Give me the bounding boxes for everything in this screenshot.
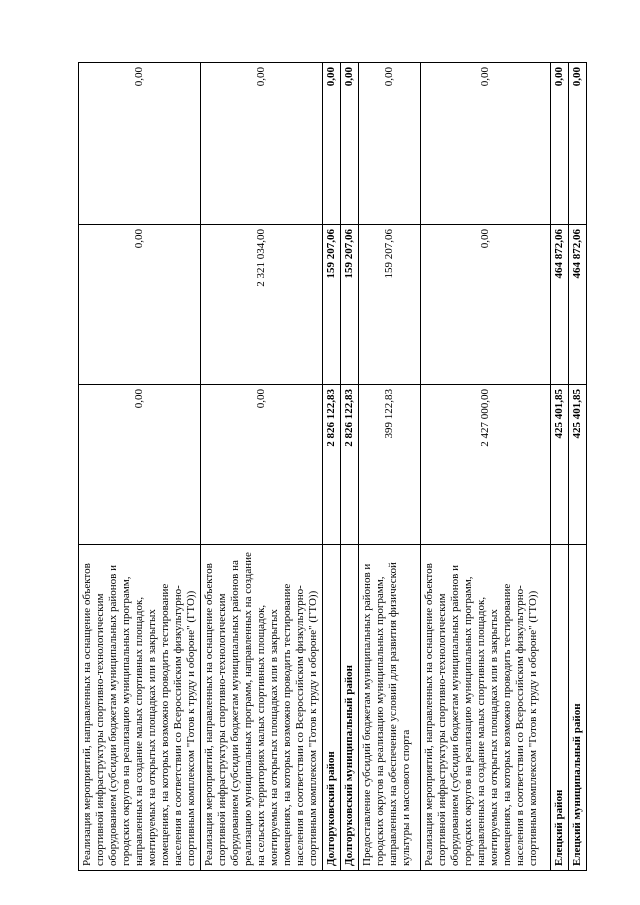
row-value-2: 464 872,06 xyxy=(569,225,587,385)
row-value-2: 464 872,06 xyxy=(551,225,569,385)
row-value-2: 159 207,06 xyxy=(341,225,359,385)
row-value-3: 0,00 xyxy=(201,63,323,225)
table-row xyxy=(79,63,201,871)
row-value-2: 159 207,06 xyxy=(359,225,421,385)
row-description: Долгоруковский район xyxy=(323,545,341,871)
row-value-1: 399 122,83 xyxy=(359,385,421,545)
row-value-1: 0,00 xyxy=(79,385,201,545)
table-row xyxy=(359,63,421,871)
row-value-3: 0,00 xyxy=(323,63,341,225)
row-value-3: 0,00 xyxy=(341,63,359,225)
row-value-3: 0,00 xyxy=(359,63,421,225)
row-value-1: 2 826 122,83 xyxy=(323,385,341,545)
row-description: Елецкий муниципальный район xyxy=(569,545,587,871)
row-value-1: 425 401,85 xyxy=(551,385,569,545)
budget-table xyxy=(78,62,587,871)
row-description: Реализация мероприятий, направленных на оснащение объектов спортивной инфраструктуры спортивно-технологическим оборудованием (субсидии бюджетам муниципальных районов и городских округов на реализацию муниципальных программ, направленных на создание малых спортивных площадок, монтируемых на открытых площадках или в закрытых помещениях, на которых возможно проводить тестирование населения в соответствии со Всероссийским физкультурно-спортивным комплексом "Готов к труду и обороне" (ГТО)) xyxy=(421,545,551,871)
row-value-3: 0,00 xyxy=(569,63,587,225)
row-value-1: 2 427 000,00 xyxy=(421,385,551,545)
rotated-table-wrapper xyxy=(78,63,583,871)
row-description: Реализация мероприятий, направленных на оснащение объектов спортивной инфраструктуры спортивно-технологическим оборудованием (субсидии бюджетам муниципальных районов на реализацию муниципальных программ, направленных на создание на сельских территориях малых спортивных площадок, монтируемых на открытых площадках или в закрытых помещениях, на которых возможно проводить тестирование населения в соответствии со Всероссийским физкультурно-спортивным комплексом "Готов к труду и обороне" (ГТО)) xyxy=(201,545,323,871)
row-description: Елецкий район xyxy=(551,545,569,871)
row-value-1: 425 401,85 xyxy=(569,385,587,545)
table-row xyxy=(551,63,569,871)
row-value-3: 0,00 xyxy=(79,63,201,225)
row-value-3: 0,00 xyxy=(551,63,569,225)
row-description: Долгоруковский муниципальный район xyxy=(341,545,359,871)
row-value-2: 0,00 xyxy=(421,225,551,385)
table-row xyxy=(323,63,341,871)
row-description: Реализация мероприятий, направленных на оснащение объектов спортивной инфраструктуры спортивно-технологическим оборудованием (субсидии бюджетам муниципальных районов и городских округов на реализацию муниципальных программ, направленных на создание малых спортивных площадок, монтируемых на открытых площадках или в закрытых помещениях, на которых возможно проводить тестирование населения в соответствии со Всероссийским физкультурно-спортивным комплексом "Готов к труду и обороне" (ГТО)) xyxy=(79,545,201,871)
table-row xyxy=(201,63,323,871)
row-value-1: 2 826 122,83 xyxy=(341,385,359,545)
table-row xyxy=(569,63,587,871)
row-description: Предоставление субсидий бюджетам муниципальных районов и городских округов на реализацию муниципальных программ, направленных на обеспечение условий для развития физической культуры и массового спорта xyxy=(359,545,421,871)
row-value-1: 0,00 xyxy=(201,385,323,545)
table-row xyxy=(421,63,551,871)
document-page xyxy=(78,63,583,871)
row-value-2: 159 207,06 xyxy=(323,225,341,385)
row-value-2: 2 321 034,00 xyxy=(201,225,323,385)
table-row xyxy=(341,63,359,871)
row-value-2: 0,00 xyxy=(79,225,201,385)
row-value-3: 0,00 xyxy=(421,63,551,225)
